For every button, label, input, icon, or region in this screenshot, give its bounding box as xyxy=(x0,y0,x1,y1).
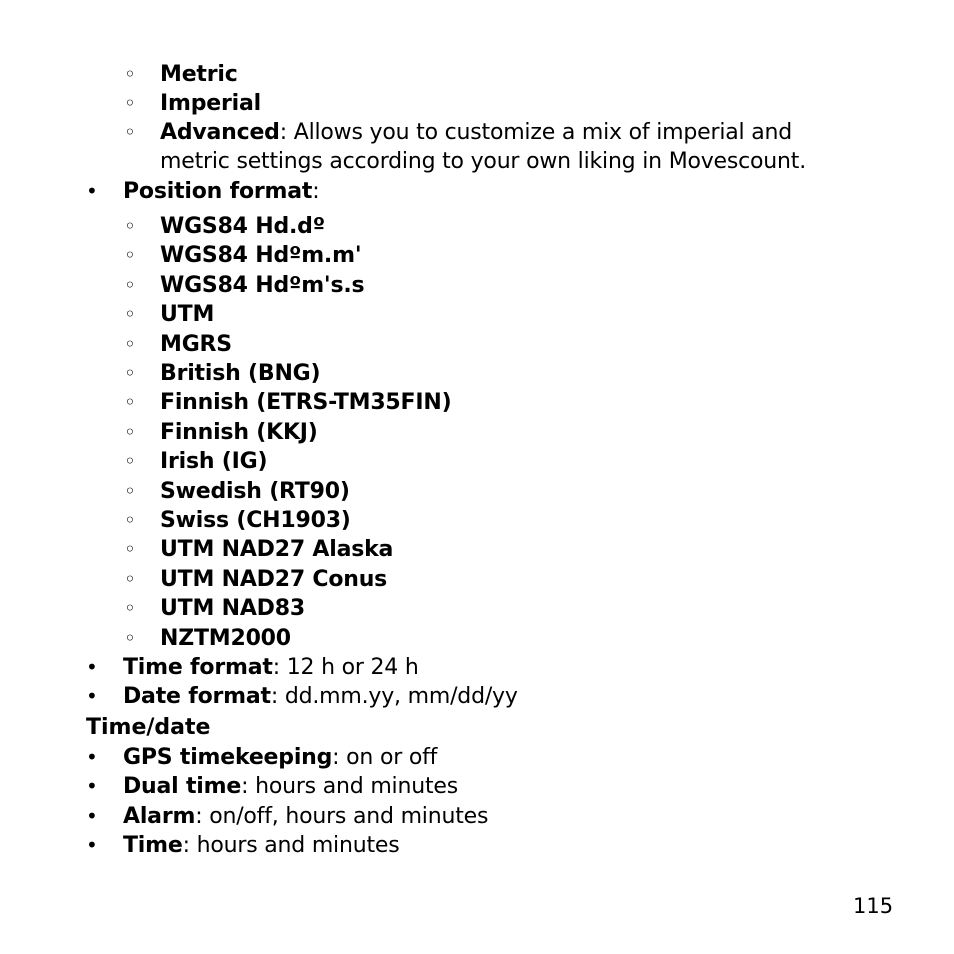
sub-bullet: ◦ xyxy=(124,120,136,144)
option-label: Swedish (RT90) xyxy=(160,479,350,504)
list-item xyxy=(123,802,488,831)
list-item xyxy=(123,682,518,711)
item-label: Position format xyxy=(123,179,313,204)
bullet: • xyxy=(86,804,98,828)
item-desc: : hours and minutes xyxy=(182,833,400,858)
position-option xyxy=(160,330,232,359)
sub-bullet: ◦ xyxy=(124,479,136,503)
sub-bullet: ◦ xyxy=(124,243,136,267)
option-label: WGS84 Hdºm's.s xyxy=(160,273,365,298)
sub-bullet: ◦ xyxy=(124,91,136,115)
sub-bullet: ◦ xyxy=(124,273,136,297)
option-label: Finnish (ETRS-TM35FIN) xyxy=(160,390,452,415)
bullet: • xyxy=(86,684,98,708)
position-option xyxy=(160,535,393,564)
sub-bullet: ◦ xyxy=(124,361,136,385)
sub-bullet: ◦ xyxy=(124,214,136,238)
sub-bullet: ◦ xyxy=(124,567,136,591)
option-label: British (BNG) xyxy=(160,361,321,386)
option-desc-continuation: metric settings according to your own liking in Movescount. xyxy=(160,149,807,174)
item-label: GPS timekeeping xyxy=(123,745,333,770)
item-label: Date format xyxy=(123,684,271,709)
position-option xyxy=(160,212,325,241)
option-label: Swiss (CH1903) xyxy=(160,508,351,533)
option-label: WGS84 Hd.dº xyxy=(160,214,325,239)
option-label: Finnish (KKJ) xyxy=(160,420,318,445)
option-label: UTM NAD83 xyxy=(160,596,305,621)
option-label: MGRS xyxy=(160,332,232,357)
sub-bullet: ◦ xyxy=(124,420,136,444)
sub-bullet: ◦ xyxy=(124,596,136,620)
item-desc: : on or off xyxy=(332,745,438,770)
bullet: • xyxy=(86,833,98,857)
item-desc: : xyxy=(312,179,320,204)
item-label: Time format xyxy=(123,655,273,680)
sub-bullet: ◦ xyxy=(124,62,136,86)
position-option xyxy=(160,624,291,653)
sub-bullet: ◦ xyxy=(124,449,136,473)
option-label: Irish (IG) xyxy=(160,449,268,474)
bullet: • xyxy=(86,655,98,679)
bullet: • xyxy=(86,774,98,798)
option-label: NZTM2000 xyxy=(160,626,291,651)
option-desc: : Allows you to customize a mix of imperial and xyxy=(279,120,793,145)
item-desc: : 12 h or 24 h xyxy=(272,655,419,680)
position-option xyxy=(160,300,214,329)
option-label: Imperial xyxy=(160,91,261,116)
option-label: UTM NAD27 Conus xyxy=(160,567,388,592)
position-option xyxy=(160,447,267,476)
item-desc: : dd.mm.yy, mm/dd/yy xyxy=(270,684,518,709)
option-label: Metric xyxy=(160,62,238,87)
list-item xyxy=(160,89,261,118)
item-label: Alarm xyxy=(123,804,196,829)
section-heading: Time/date xyxy=(86,715,211,740)
option-label: UTM NAD27 Alaska xyxy=(160,537,394,562)
item-desc: : on/off, hours and minutes xyxy=(195,804,489,829)
position-option xyxy=(160,271,364,300)
item-label: Dual time xyxy=(123,774,242,799)
option-label: UTM xyxy=(160,302,215,327)
position-option xyxy=(160,506,351,535)
position-option xyxy=(160,594,305,623)
list-item xyxy=(123,831,399,860)
position-option xyxy=(160,418,318,447)
position-option xyxy=(160,388,451,417)
page-number: 115 xyxy=(853,894,894,918)
bullet: • xyxy=(86,745,98,769)
sub-bullet: ◦ xyxy=(124,302,136,326)
sub-bullet: ◦ xyxy=(124,508,136,532)
option-label: WGS84 Hdºm.m' xyxy=(160,243,362,268)
position-option xyxy=(160,241,361,270)
list-item xyxy=(160,60,238,89)
list-item xyxy=(123,177,319,206)
position-option xyxy=(160,565,387,594)
position-option xyxy=(160,359,320,388)
sub-bullet: ◦ xyxy=(124,626,136,650)
list-item xyxy=(123,772,458,801)
list-item xyxy=(123,653,419,682)
sub-bullet: ◦ xyxy=(124,390,136,414)
list-item xyxy=(160,118,792,147)
item-desc: : hours and minutes xyxy=(241,774,458,799)
list-item xyxy=(123,743,437,772)
sub-bullet: ◦ xyxy=(124,537,136,561)
sub-bullet: ◦ xyxy=(124,332,136,356)
bullet: • xyxy=(86,179,98,203)
item-label: Time xyxy=(123,833,183,858)
option-label: Advanced xyxy=(160,120,280,145)
position-option xyxy=(160,477,350,506)
